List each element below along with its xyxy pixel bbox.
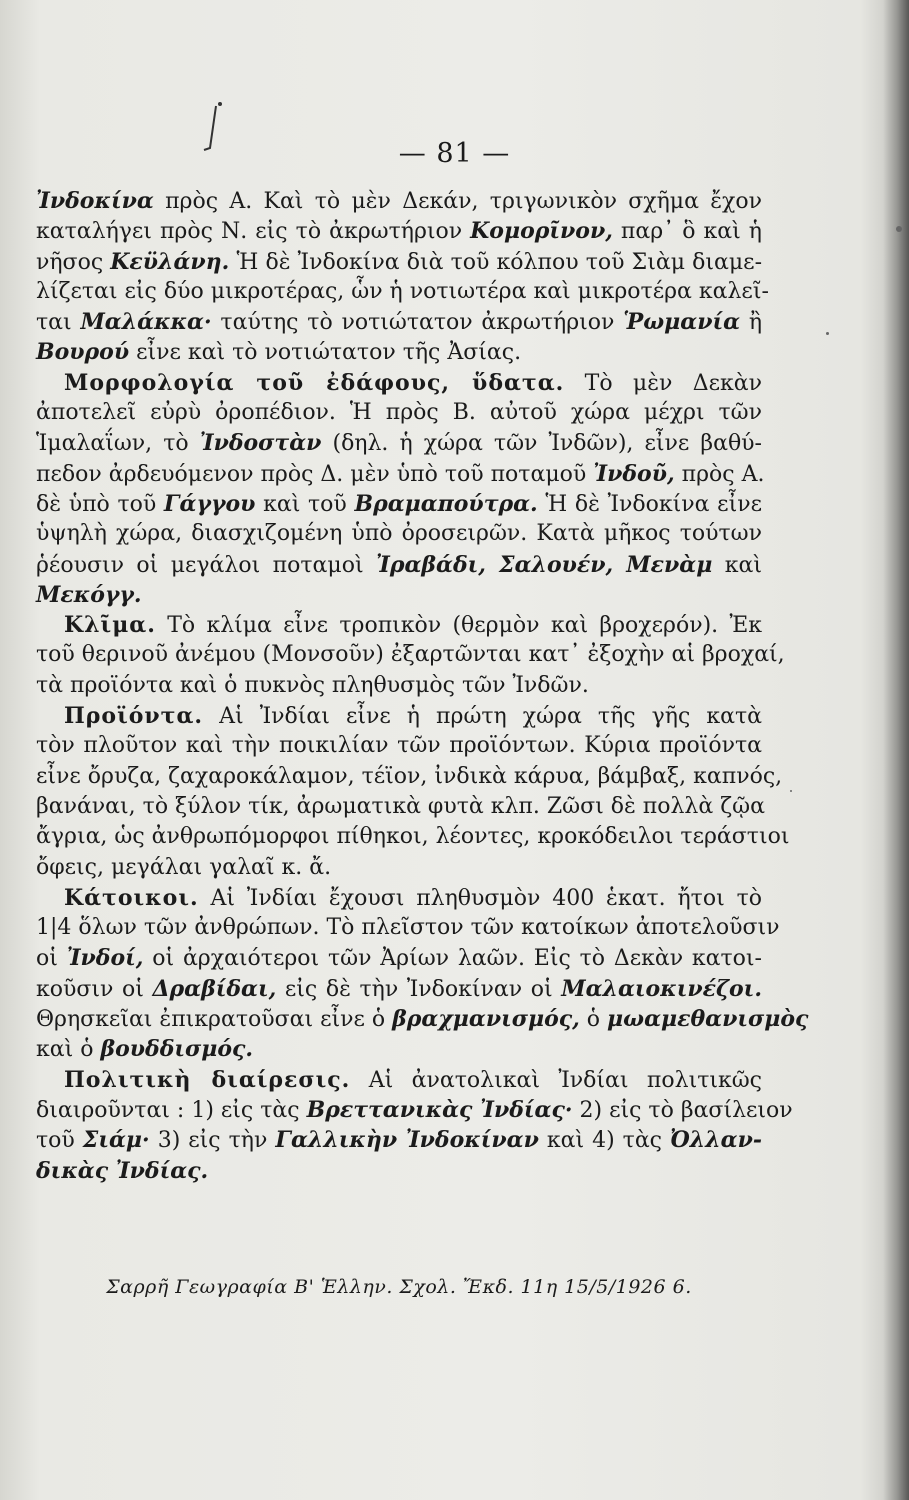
emphasized-term: Κεϋλάνη.: [110, 248, 230, 275]
text-run: πεδον ἀρδευόμενον πρὸς Δ. μὲν ὑπὸ τοῦ ποταμοῦ: [36, 461, 594, 487]
text-run: τὰ προϊόντα καὶ ὁ πυκνὸς πληθυσμὸς τῶν Ἰνδῶν.: [36, 672, 589, 698]
section-heading: Κάτοικοι.: [64, 884, 199, 911]
text-run: εἶνε ὄρυζα, ζαχαροκάλαμον, τέϊον, ἰνδικὰ κάρυα, βάμβαξ, καπνός,: [36, 763, 783, 789]
text-line: [36, 398, 762, 428]
text-run: οἱ ἀρχαιότεροι τῶν Ἀρίων λαῶν. Εἰς τὸ Δεκὰν κατοι-: [143, 946, 762, 972]
section-heading: Προϊόντα.: [64, 703, 204, 730]
emphasized-term: Κομορῖνον,: [470, 218, 613, 245]
text-line: [36, 368, 762, 398]
text-line: [36, 1095, 793, 1125]
text-run: ὁ: [579, 1007, 608, 1033]
text-run: Αἱ ἀνατολικαὶ Ἰνδίαι πολιτικῶς: [350, 1067, 763, 1093]
text-line: [36, 428, 762, 458]
text-run: οἱ: [36, 946, 67, 972]
emphasized-term: Γάγγου: [163, 490, 256, 517]
text-run: (δηλ. ἡ χώρα τῶν Ἰνδῶν), εἶνε βαθύ-: [321, 431, 762, 457]
page-spine-shadow: [883, 0, 909, 1500]
text-run: 3) εἰς τὴν: [149, 1128, 276, 1154]
text-line: [36, 186, 762, 216]
section-heading: Κλῖμα.: [64, 612, 156, 639]
text-line: [36, 731, 762, 761]
text-run: καὶ 4) τὰς: [538, 1128, 670, 1154]
ink-spot: [896, 226, 902, 232]
text-line: [36, 1004, 809, 1034]
emphasized-term: Γαλλικὴν Ἰνδοκίναν: [275, 1127, 539, 1154]
text-line: [36, 913, 780, 943]
text-line: [36, 550, 762, 580]
text-line: [36, 216, 762, 246]
text-run: Τὸ μὲν Δεκὰν: [564, 370, 762, 396]
text-run: πρὸς Α. Καὶ τὸ μὲν Δεκάν, τριγωνικὸν σχῆμα ἔχον: [153, 189, 762, 214]
emphasized-term: δικὰς Ἰνδίας.: [36, 1157, 209, 1184]
text-run: λίζεται εἰς δύο μικροτέρας, ὧν ἡ νοτιωτέρα καὶ μικροτέρα καλεῖ-: [36, 278, 769, 304]
text-line: [36, 1034, 762, 1064]
text-run: τοῦ θερινοῦ ἀνέμου (Μονσοῦν) ἐξαρτῶνται κατ᾿ ἐξοχὴν αἱ βροχαί,: [36, 642, 785, 668]
text-run: Θρησκεῖαι ἐπικρατοῦσαι εἶνε ὁ: [36, 1007, 393, 1033]
text-run: διαιροῦνται : 1) εἰς τὰς: [36, 1097, 307, 1123]
ink-spot: [790, 790, 792, 792]
text-line: [36, 489, 762, 519]
text-run: ἄγρια, ὡς ἀνθρωπόμορφοι πίθηκοι, λέοντες, κροκόδειλοι τεράστιοι: [36, 824, 790, 850]
section-heading: Μορφολογία τοῦ ἐδάφους, ὕδατα.: [64, 369, 565, 396]
text-line: [36, 610, 762, 640]
emphasized-term: Σιάμ·: [82, 1127, 150, 1154]
text-run: νῆσος: [36, 249, 111, 275]
emphasized-term: Ῥωμανία: [623, 309, 741, 336]
section-heading: Πολιτικὴ διαίρεσις.: [64, 1066, 351, 1093]
emphasized-term: Βουρού: [36, 339, 130, 366]
ink-spot: [826, 332, 829, 335]
text-line: [36, 943, 762, 973]
text-line: [36, 792, 765, 822]
emphasized-term: Ἰνδοῦ,: [593, 460, 675, 487]
emphasized-term: μωαμεθανισμὸς: [607, 1006, 809, 1033]
text-run: Τὸ κλίμα εἶνε τροπικὸν (θερμὸν καὶ βροχερόν). Ἐκ: [155, 613, 762, 639]
text-line: [36, 307, 762, 337]
text-run: Ἡ δὲ Ἰνδοκίνα εἶνε: [537, 491, 762, 517]
text-run: καὶ: [712, 552, 762, 578]
text-line: [36, 701, 762, 731]
text-run: εἰς δὲ τὴν Ἰνδοκίναν οἱ: [276, 976, 562, 1002]
text-line: [36, 1156, 762, 1186]
text-line: [36, 1125, 762, 1155]
text-line: [36, 974, 762, 1004]
text-run: Αἱ Ἰνδίαι ἔχουσι πληθυσμὸν 400 ἑκατ. ἤτοι τὸ: [198, 885, 762, 911]
emphasized-term: βραχμανισμός,: [392, 1006, 580, 1033]
emphasized-term: Ἰνδοκίνα: [36, 188, 154, 214]
text-line: [36, 277, 769, 307]
footnote: Σαρρῆ Γεωγραφία Β' Ἑλλην. Σχολ. Ἔκδ. 11η 15/5/1926 6.: [106, 1276, 692, 1298]
text-run: καὶ τοῦ: [255, 491, 355, 517]
emphasized-term: Βρεττανικὰς Ἰνδίας·: [306, 1096, 573, 1123]
page-number: — 81 —: [398, 138, 511, 169]
text-run: τοῦ: [36, 1128, 83, 1154]
text-line: [36, 762, 783, 792]
text-run: κοῦσιν οἱ: [36, 976, 153, 1002]
text-line: [36, 671, 762, 701]
emphasized-term: Μαλαιοκινέζοι.: [561, 975, 762, 1002]
emphasized-term: Ἰνδοί,: [66, 945, 144, 972]
text-line: [36, 640, 785, 670]
text-run: καὶ ὁ: [36, 1037, 101, 1063]
text-line: [36, 459, 765, 489]
text-run: ταύτης τὸ νοτιώτατον ἀκρωτήριον: [211, 310, 624, 336]
emphasized-term: Ὀλλαν-: [670, 1127, 762, 1154]
text-run: ἀποτελεῖ εὐρὺ ὀροπέδιον. Ἡ πρὸς Β. αὐτοῦ χώρα μέχρι τῶν: [36, 400, 762, 426]
emphasized-term: Μαλάκκα·: [80, 309, 212, 336]
text-run: Ἱμαλαΐων, τὸ: [36, 431, 200, 457]
text-run: τὸν πλοῦτον καὶ τὴν ποικιλίαν τῶν προϊόντων. Κύρια προϊόντα: [36, 733, 762, 759]
emphasized-term: Βραμαπούτρα.: [354, 490, 538, 517]
text-run: βανάναι, τὸ ξύλον τίκ, ἀρωματικὰ φυτὰ κλπ. Ζῶσι δὲ πολλὰ ζῷα: [36, 793, 765, 819]
text-line: [36, 247, 762, 277]
text-run: παρ᾿ ὃ καὶ ἡ: [612, 219, 762, 245]
text-line: [36, 883, 762, 913]
text-run: εἶνε καὶ τὸ νοτιώτατον τῆς Ἀσίας.: [129, 340, 522, 366]
emphasized-term: Ἰνδοστὰν: [199, 430, 322, 457]
text-line: [36, 1065, 762, 1095]
text-line: [36, 519, 762, 549]
text-run: ῥέουσιν οἱ μεγάλοι ποταμοὶ: [36, 552, 377, 578]
text-run: 1|4 ὅλων τῶν ἀνθρώπων. Τὸ πλεῖστον τῶν κατοίκων ἀποτελοῦσιν: [36, 915, 780, 941]
emphasized-term: Μεκόγγ.: [36, 581, 142, 608]
text-line: [36, 580, 762, 610]
text-line: [36, 853, 762, 883]
text-run: πρὸς Α.: [674, 461, 765, 487]
emphasized-term: Ἰραβάδι, Σαλουέν, Μενὰμ: [376, 551, 713, 578]
text-run: Ἡ δὲ Ἰνδοκίνα διὰ τοῦ κόλπου τοῦ Σιὰμ διαμε-: [229, 249, 763, 275]
text-run: ὄφεις, μεγάλαι γαλαῖ κ. ἄ.: [36, 854, 332, 880]
text-run: καταλήγει πρὸς Ν. εἰς τὸ ἀκρωτήριον: [36, 219, 471, 245]
text-line: [36, 822, 790, 852]
body-text: [36, 186, 809, 1186]
text-run: 2) εἰς τὸ βασίλειον: [572, 1097, 793, 1123]
text-run: ἢ: [740, 310, 762, 336]
text-run: δὲ ὑπὸ τοῦ: [36, 491, 164, 517]
text-line: [36, 337, 762, 367]
text-run: ται: [36, 310, 81, 336]
text-run: ὑψηλὴ χώρα, διασχιζομένη ὑπὸ ὀροσειρῶν. Κατὰ μῆκος τούτων: [36, 521, 762, 547]
text-run: Αἱ Ἰνδίαι εἶνε ἡ πρώτη χώρα τῆς γῆς κατὰ: [203, 704, 762, 730]
emphasized-term: Δραβίδαι,: [152, 975, 277, 1002]
emphasized-term: βουδδισμός.: [100, 1036, 254, 1063]
